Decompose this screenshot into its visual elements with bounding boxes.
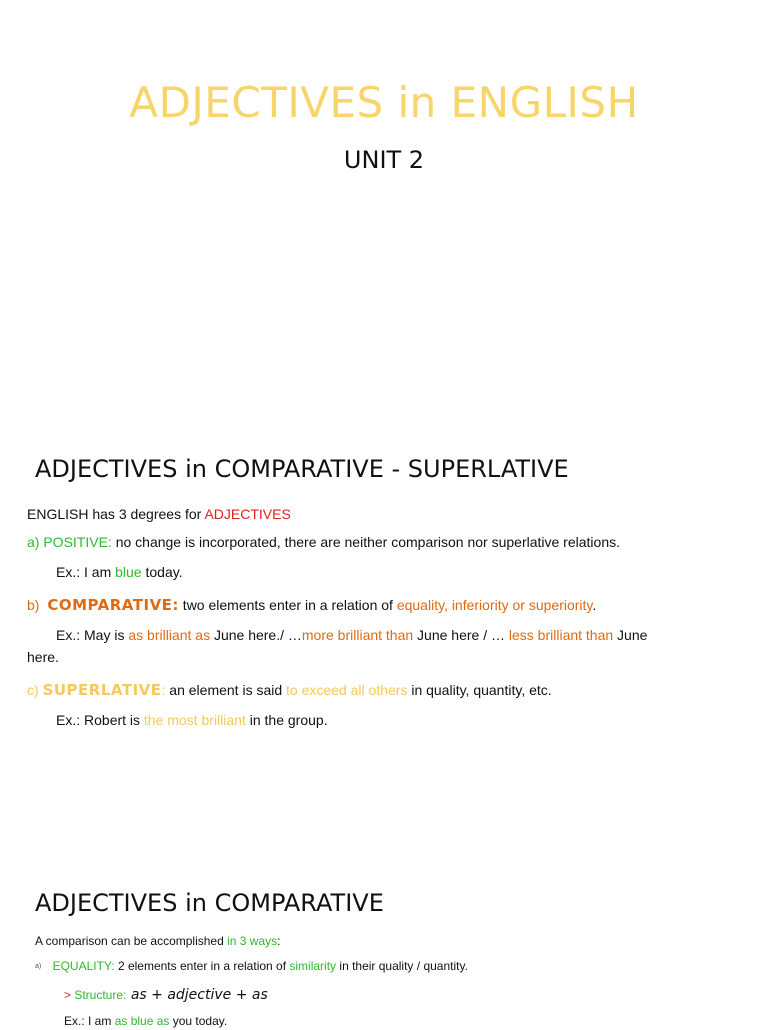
list-bullet: a)	[35, 962, 42, 970]
positive-ex-highlight: blue	[115, 564, 142, 580]
superlative-text: an element is said	[165, 682, 287, 698]
intro-line	[27, 503, 291, 525]
equality-ex-highlight: as blue as	[114, 1014, 170, 1028]
comparative-example-wrap: here.	[27, 649, 59, 665]
structure-formula: as + adjective + as	[126, 987, 268, 1003]
superlative-letter: c)	[27, 682, 39, 698]
positive-ex-suffix: today.	[141, 564, 183, 580]
slide-heading: ADJECTIVES in COMPARATIVE - SUPERLATIVE	[35, 455, 569, 483]
ways-intro	[35, 932, 280, 950]
superlative-ex-highlight: the most brilliant	[143, 712, 246, 728]
positive-definition	[27, 531, 620, 553]
comparative-end: .	[592, 597, 597, 613]
slide-title: ADJECTIVES in ENGLISH	[129, 78, 639, 127]
slide-heading-comparative: ADJECTIVES in COMPARATIVE	[35, 889, 384, 917]
comparative-label: COMPARATIVE:	[47, 596, 179, 614]
intro-text: ENGLISH has 3 degrees for	[27, 506, 205, 522]
structure-label: Structure:	[74, 988, 127, 1002]
equality-end: in their quality / quantity.	[336, 959, 468, 973]
slide-subtitle: UNIT 2	[343, 146, 425, 174]
structure-arrow: >	[64, 988, 75, 1002]
ways-intro-highlight: in 3 ways	[227, 934, 278, 948]
superlative-highlight: to exceed all others	[286, 682, 408, 698]
superlative-colon: :	[161, 682, 166, 698]
title-slide	[0, 0, 768, 420]
comparative-ex-prefix: Ex.: May is	[56, 627, 129, 643]
equality-text: 2 elements enter in a relation of	[114, 959, 290, 973]
ways-intro-text: A comparison can be accomplished	[35, 934, 228, 948]
comparative-definition	[27, 594, 596, 616]
equality-definition	[35, 957, 468, 976]
comparative-ex-mid1: June here./ …	[210, 627, 302, 643]
superlative-ex-suffix: in the group.	[245, 712, 328, 728]
comparative-highlight: equality, inferiority or superiority	[396, 597, 593, 613]
intro-highlight: ADJECTIVES	[204, 506, 291, 522]
superlative-example	[56, 709, 328, 731]
comparative-ex-mid2: June here / …	[413, 627, 509, 643]
equality-ex-prefix: Ex.: I am	[64, 1014, 115, 1028]
positive-label: a) POSITIVE:	[27, 534, 112, 550]
comparative-text: two elements enter in a relation of	[178, 597, 397, 613]
superlative-definition	[27, 679, 552, 701]
comparative-ex-inferiority: less brilliant than	[508, 627, 614, 643]
equality-label: EQUALITY:	[52, 959, 115, 973]
superlative-label: SUPERLATIVE	[42, 681, 162, 699]
equality-highlight: similarity	[289, 959, 337, 973]
ways-intro-end: :	[277, 934, 281, 948]
positive-text: no change is incorporated, there are neither comparison nor superlative relations.	[111, 534, 620, 550]
comparative-letter: b)	[27, 597, 40, 613]
equality-ex-suffix: you today.	[169, 1014, 228, 1028]
comparative-ex-superiority: more brilliant than	[301, 627, 414, 643]
positive-example	[56, 561, 183, 583]
structure-line	[64, 986, 268, 1004]
equality-example	[64, 1012, 227, 1030]
comparative-ex-end: June	[613, 627, 648, 643]
positive-ex-prefix: Ex.: I am	[56, 564, 116, 580]
comparative-example	[56, 624, 647, 646]
superlative-ex-prefix: Ex.: Robert is	[56, 712, 144, 728]
comparative-ex-equality: as brilliant as	[128, 627, 211, 643]
superlative-end: in quality, quantity, etc.	[407, 682, 552, 698]
